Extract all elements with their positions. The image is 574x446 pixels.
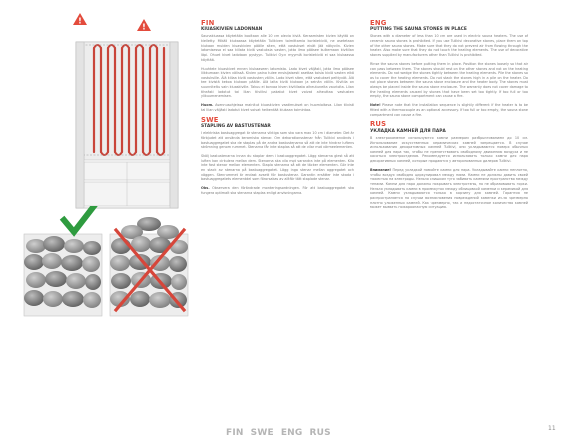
paragraph-eng-2: Rinse the sauna stones before putting them in place. Position the stones loosely so that air can pass between them. The stones should rest on the other stones and not on the heating elements. Do not wedge the stones tightly between the heating elements. Pile the stones so as to cover the heating elements. Do not stack the stones high in a pile on the heater. Do not place stones between the sauna stove enclosure and the heater body. The stones must always be placed inside the sauna stone enclosure. The warranty does not cover damage to the heating elements caused by stones that have been set too tightly. If too full or too empty, the sauna stone compartment can cause a fire.	[370, 61, 528, 99]
footer-lang-fin[interactable]: FIN	[226, 428, 244, 438]
section-title-rus: УКЛАДКА КАМНЕЙ ДЛЯ ПАРА	[370, 128, 446, 134]
note-label-fin: Huom.	[201, 103, 214, 108]
paragraph-swe-1: I elektriska bastuaggregat är stenarna viktiga som ska vara max 10 cm i diameter. Det är förbjudet att använda keramiska stenar. Om dekorationsstenar från Tulikivi används i bastuaggregatet ska de staplas på de andra bastustenarna så att de inte hindrar luftens strömning genom rummet. Stenarna får inte staplas så att de vilar mot värmeelementen.	[201, 131, 354, 150]
note-label-rus: Внимание!	[370, 167, 391, 172]
footer-language-tabs	[226, 428, 331, 438]
warning-triangle-icon	[72, 12, 88, 26]
note-text-rus: Перед укладкой помойте камни для пара. Укладывайте камни неплотно, чтобы воздух свободно циркулировал между ними. Камни не должны давить своей тяжестью на электроды. Нельзя слишком туго забивать камнями пространство между тенами. Камни для пара должны покрывать электротэны, но не образовывать горки. Нельзя укладывать камни в промежуток между облицовкой каменки и керамикой для камней. Камни укладываются только в корзину для камней. Гарантия не распространяется на случаи возникновения повреждений каменки из-за чрезмерно плотно уложенных камней. Как чрезмерно, так и недостаточное количество камней может вызвать пожароопасную ситуацию.	[370, 167, 528, 210]
note-label-swe: Obs.	[201, 186, 210, 191]
section-heading-swe: SWE	[201, 115, 219, 124]
section-heading-rus: RUS	[370, 120, 387, 129]
svg-text:!: !	[142, 22, 146, 32]
note-fin	[201, 103, 354, 112]
note-text-swe: Observera den förändrade monteringsordningen. För att bastuaggregatet ska fungera optimalt ska stenarna staplas enligt anvisningarna.	[201, 186, 354, 195]
text-column-eng-rus	[370, 20, 528, 214]
note-rus	[370, 168, 528, 210]
svg-text:!: !	[78, 16, 82, 26]
note-eng	[370, 103, 528, 117]
text-column-fin-swe	[201, 20, 354, 200]
check-mark-icon	[64, 206, 94, 232]
page-number: 11	[548, 425, 556, 432]
section-title-eng: PUTTING THE SAUNA STONES IN PLACE	[370, 27, 467, 33]
paragraph-eng-1: Stones with a diameter of less than 10 cm are used in electric sauna heaters. The use of ceramic sauna stones is prohibited. If you use Tulikivi decorative stones, place them on top of the other sauna stones. Make sure that they do not prevent air from flowing through the heater. Also make sure that they do not touch the heating elements. The use of decorative stones supplied by manufacturers other than Tulikivi is prohibited.	[370, 34, 528, 58]
note-label-eng: Note!	[370, 103, 381, 108]
section-title-swe: STAPLING AV BASTUSTENAR	[201, 124, 271, 129]
stone-stacking-illustration	[20, 206, 190, 318]
correct-stone-pile	[24, 234, 102, 316]
note-text-eng: Please note that the installation sequence is slightly different if the heater is to be fitted with a thermocouple as an optional accessory. If too full or too empty, the sauna stone compartment can cause a fire.	[370, 103, 528, 117]
warning-triangle-icon	[136, 18, 152, 32]
footer-lang-eng[interactable]: ENG	[280, 428, 303, 438]
paragraph-rus-1: В электрокаменке используются камни размером разбрызгиванием до 10 см. Использование искусственных керамических камней запрещается. В случае использования декоративных камней Tulikivi, они укладываются поверх обычных камней для пара так, чтобы не препятствовать свободному движению воздуха и не касаться электроотделов. Рекомендуется использовать только камни для пара декоративных камней, которые продаются у авторизованных дилеров Tulikivi.	[370, 135, 528, 164]
footer-lang-swe[interactable]: SWE	[250, 428, 274, 438]
paragraph-swe-2: Skölj bastustenarna innan du staplar dem i bastuaggregatet. Lägg stenarna glest så att luften kan cirkulera mellan dem. Stenarna ska vila mot varandra inte på elementen. Kila inte fast stenar mellan elementen. Stapla stenarna så att de täcker elementen. Gör inte en stack av stenarna på bastuaggregatet. Lägg inga stenar mellan aggregatet och väggen. Stenrummet är endast avsett för bastustenar. Garantin ersätter inte skada i bastuaggregatets elementdel som förorsakas av alltför tätt staplade stenar.	[201, 154, 354, 182]
section-heading-fin: FIN	[201, 19, 215, 27]
paragraph-fin-2: Huuhtele kiuaskivet ennen kiukaaseen latomista. Lado kivet väljästi, jotta ilma pääsee liikkumaan kivien välissä. Kivien paino tulee ensisijaisesti asettaa toisia kiviä vasten eikä vastuksille. Älä kiilaa kiviä vastusten väliin. Lado kivet siten, että vastukset peittyvät. Älä tee kivistä kekoa kiukaan päälle. Älä laita kiviä kiukaan ja seinän väliin. Kivitila on suunniteltu vain kiuaskiville. Takuu ei korvaa kiven kivitilasta aiheutuneita vaurioita. Liian tiheästi ladotut tai liian tiiviiksi pakatut kivet voivat aiheuttaa vastusten ylikuumenemisen.	[201, 66, 354, 99]
section-heading-eng: ENG	[370, 19, 387, 27]
paragraph-fin-1: Saunakiuassa käytetään kooltaan alle 10 cm olevia kiviä. Keraamisten kivien käyttö on kielletty. Mikäli kiukaassa käytetään Tulikiven toimittamia koristekiviä, ne asetetaan kiukaan muiden kiuaskivien päälle siten, että vastukset eivät jää näkyviin. Kivien latomisessa ei saa kiilata kiviä vastuksia vasten, jotta ilma pääsee kulkemaan kivitilan läpi. Ohuet kivet ladotaan pystyyn. Tulikivi Oy:n myymiä koristekiviä ei saa kiukaassa käyttää.	[201, 34, 354, 62]
footer-lang-rus[interactable]: RUS	[309, 428, 331, 438]
heater-elements-illustration	[72, 12, 182, 210]
section-title-fin: KIUASKIVIEN LADONNAN	[201, 27, 263, 33]
note-text-fin: Asennusohjeissa mainitut kiuaskivien vaatimukset on huomioitava. Liian tiivisti tai liian väljästi ladotut kivet voivat heikentää kiukaan toimintaa.	[201, 103, 355, 112]
note-swe	[201, 186, 354, 195]
